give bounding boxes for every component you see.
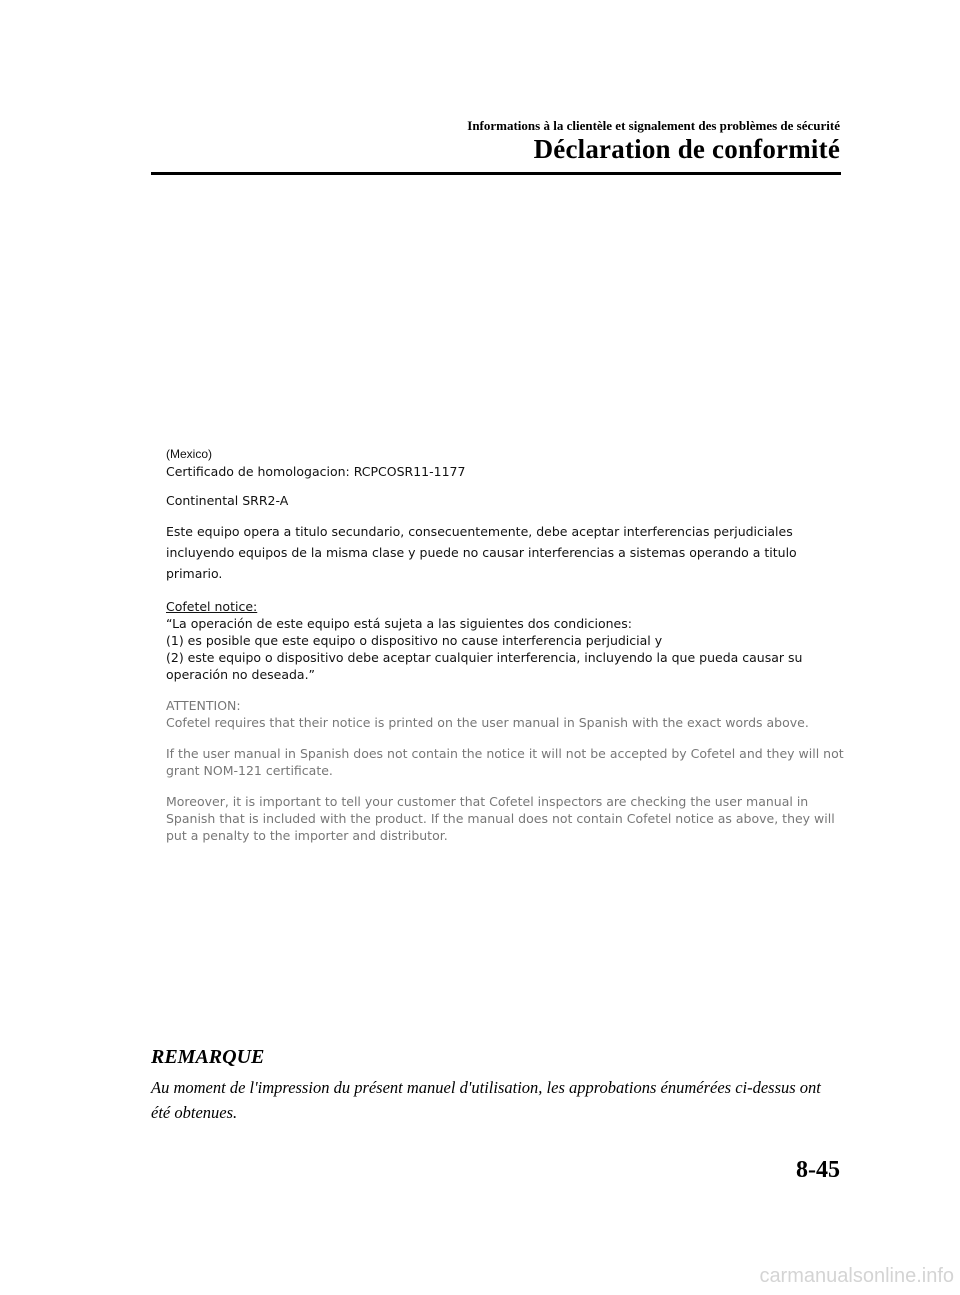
cofetel-line-1: “La operación de este equipo está sujeta a las siguientes dos condiciones:	[166, 616, 632, 631]
cofetel-heading: Cofetel notice:	[166, 599, 258, 614]
remark-text: Au moment de l'impression du présent manuel d'utilisation, les approbations énumérées ci-dessus ont été obtenues.	[151, 1078, 821, 1122]
certificate-line: Certificado de homologacion: RCPCOSR11-1177	[166, 464, 466, 479]
attention-line: Cofetel requires that their notice is printed on the user manual in Spanish with the exact words above.	[166, 715, 809, 730]
remark-heading: REMARQUE	[151, 1046, 265, 1068]
spanish-paragraph: Este equipo opera a titulo secundario, consecuentemente, debe aceptar interferencias perjudiciales incluyendo equipos de la misma clase y puede no causar interferencias a sistemas operando a titulo primario.	[166, 524, 797, 581]
cofetel-line-3: (2) este equipo o dispositivo debe aceptar cualquier interferencia, incluyendo la que pueda causar su operación no deseada.”	[166, 650, 803, 682]
watermark: carmanualsonline.info	[759, 1265, 954, 1287]
attention-paragraph-3: Moreover, it is important to tell your customer that Cofetel inspectors are checking the user manual in Spanish that is included with the product. If the manual does not contain Cofetel notice as above, they will put a penalty to the importer and distributor.	[166, 794, 835, 843]
page-title: Déclaration de conformité	[533, 134, 840, 164]
header-divider	[151, 172, 841, 175]
attention-heading: ATTENTION:	[166, 698, 241, 713]
device-name: Continental SRR2-A	[166, 493, 289, 508]
attention-paragraph-2: If the user manual in Spanish does not contain the notice it will not be accepted by Cofetel and they will not grant NOM-121 certificate.	[166, 746, 844, 778]
header-subtitle: Informations à la clientèle et signalement des problèmes de sécurité	[467, 118, 840, 133]
scanned-notice	[166, 446, 846, 844]
region-label: (Mexico)	[166, 447, 213, 461]
cofetel-line-2: (1) es posible que este equipo o dispositivo no cause interferencia perjudicial y	[166, 633, 663, 648]
page-number: 8-45	[796, 1157, 840, 1183]
